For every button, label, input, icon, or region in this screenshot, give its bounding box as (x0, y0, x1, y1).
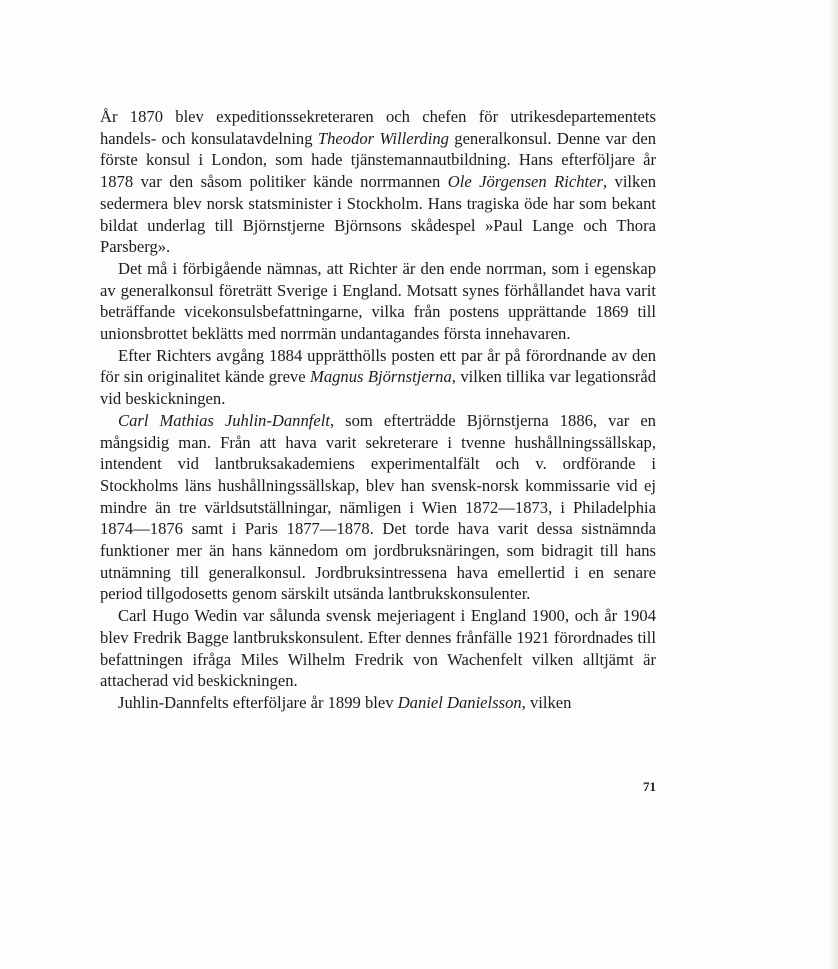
text-run: , som efterträdde Björnstjerna 1886, var en mångsidig man. Från att hava varit sekreterare i tvenne hushållningssällskap, intendent vid lantbruksakademiens experimentalfält och v. ordförande i Stockholms läns hushållningssällskap, blev han svensk-norsk kommissarie vid ej mindre än tre världsutställningar, nämligen i Wien 1872—1873, i Philadelphia 1874—1876 samt i Paris 1877—1878. Det torde hava varit dessa sistnämnda funktioner mer än hans kännedom om jordbruksnäringen, som bidragit till hans utnämning till generalkonsul. Jordbruksintressena hava emellertid i en senare period tillgodosetts genom särskilt utsända lantbrukskonsulenter. (100, 410, 656, 604)
text-run: Juhlin-Dannfelts efterföljare år 1899 blev (118, 692, 398, 712)
person-name: Ole Jörgensen Richter (447, 172, 603, 192)
text-run: , vilken tillika var legationsråd vid beskickningen. (100, 367, 656, 409)
paragraph (100, 692, 656, 714)
text-run: Efter Richters avgång 1884 upprätthölls posten ett par år på förordnande av den för sin originalitet kände greve (100, 345, 656, 387)
page-edge-shadow (828, 0, 838, 969)
person-name: Magnus Björnstjerna (310, 367, 452, 387)
text-run: Det må i förbigående nämnas, att Richter är den ende norrman, som i egenskap av generalkonsul företrätt Sverige i England. Motsatt synes förhållandet hava varit beträffande vicekonsulsbefattningarne, vilka från postens upprättande 1869 till unionsbrottet beklätts med norrmän undantagandes första innehavaren. (100, 258, 656, 344)
text-run: , vilken (521, 692, 572, 712)
paragraph (100, 258, 656, 345)
text-run: generalkonsul. Denne var den förste konsul i London, som hade tjänstemannautbildning. Hans efterföljare år 1878 var den såsom politiker kände norrmannen (100, 128, 656, 192)
paragraph (100, 106, 656, 258)
paragraph (100, 605, 656, 692)
text-run: Carl Hugo Wedin var sålunda svensk mejeriagent i England 1900, och år 1904 blev Fredrik Bagge lantbrukskonsulent. Efter dennes frånfälle 1921 förordnades till befattningen ifråga Miles Wilhelm Fredrik von Wachenfelt vilken alltjämt är attacherad vid beskickningen. (100, 606, 656, 691)
body-text (100, 106, 656, 714)
page-number: 71 (643, 779, 656, 794)
paragraph (100, 410, 656, 605)
text-run: År 1870 blev expeditionssekreteraren och chefen för utrikesdepartementets handels- och konsulatavdelning (100, 107, 656, 148)
paragraph (100, 345, 656, 410)
person-name: Daniel Danielsson (397, 692, 522, 712)
text-run: , vilken sedermera blev norsk statsminister i Stockholm. Hans tragiska öde har som bekant bildat underlag till Björnstjerne Björnsons skådespel »Paul Lange och Thora Parsberg». (100, 172, 656, 257)
person-name: Theodor Willerding (317, 128, 449, 148)
person-name: Carl Mathias Juhlin-Dannfelt (118, 410, 330, 430)
